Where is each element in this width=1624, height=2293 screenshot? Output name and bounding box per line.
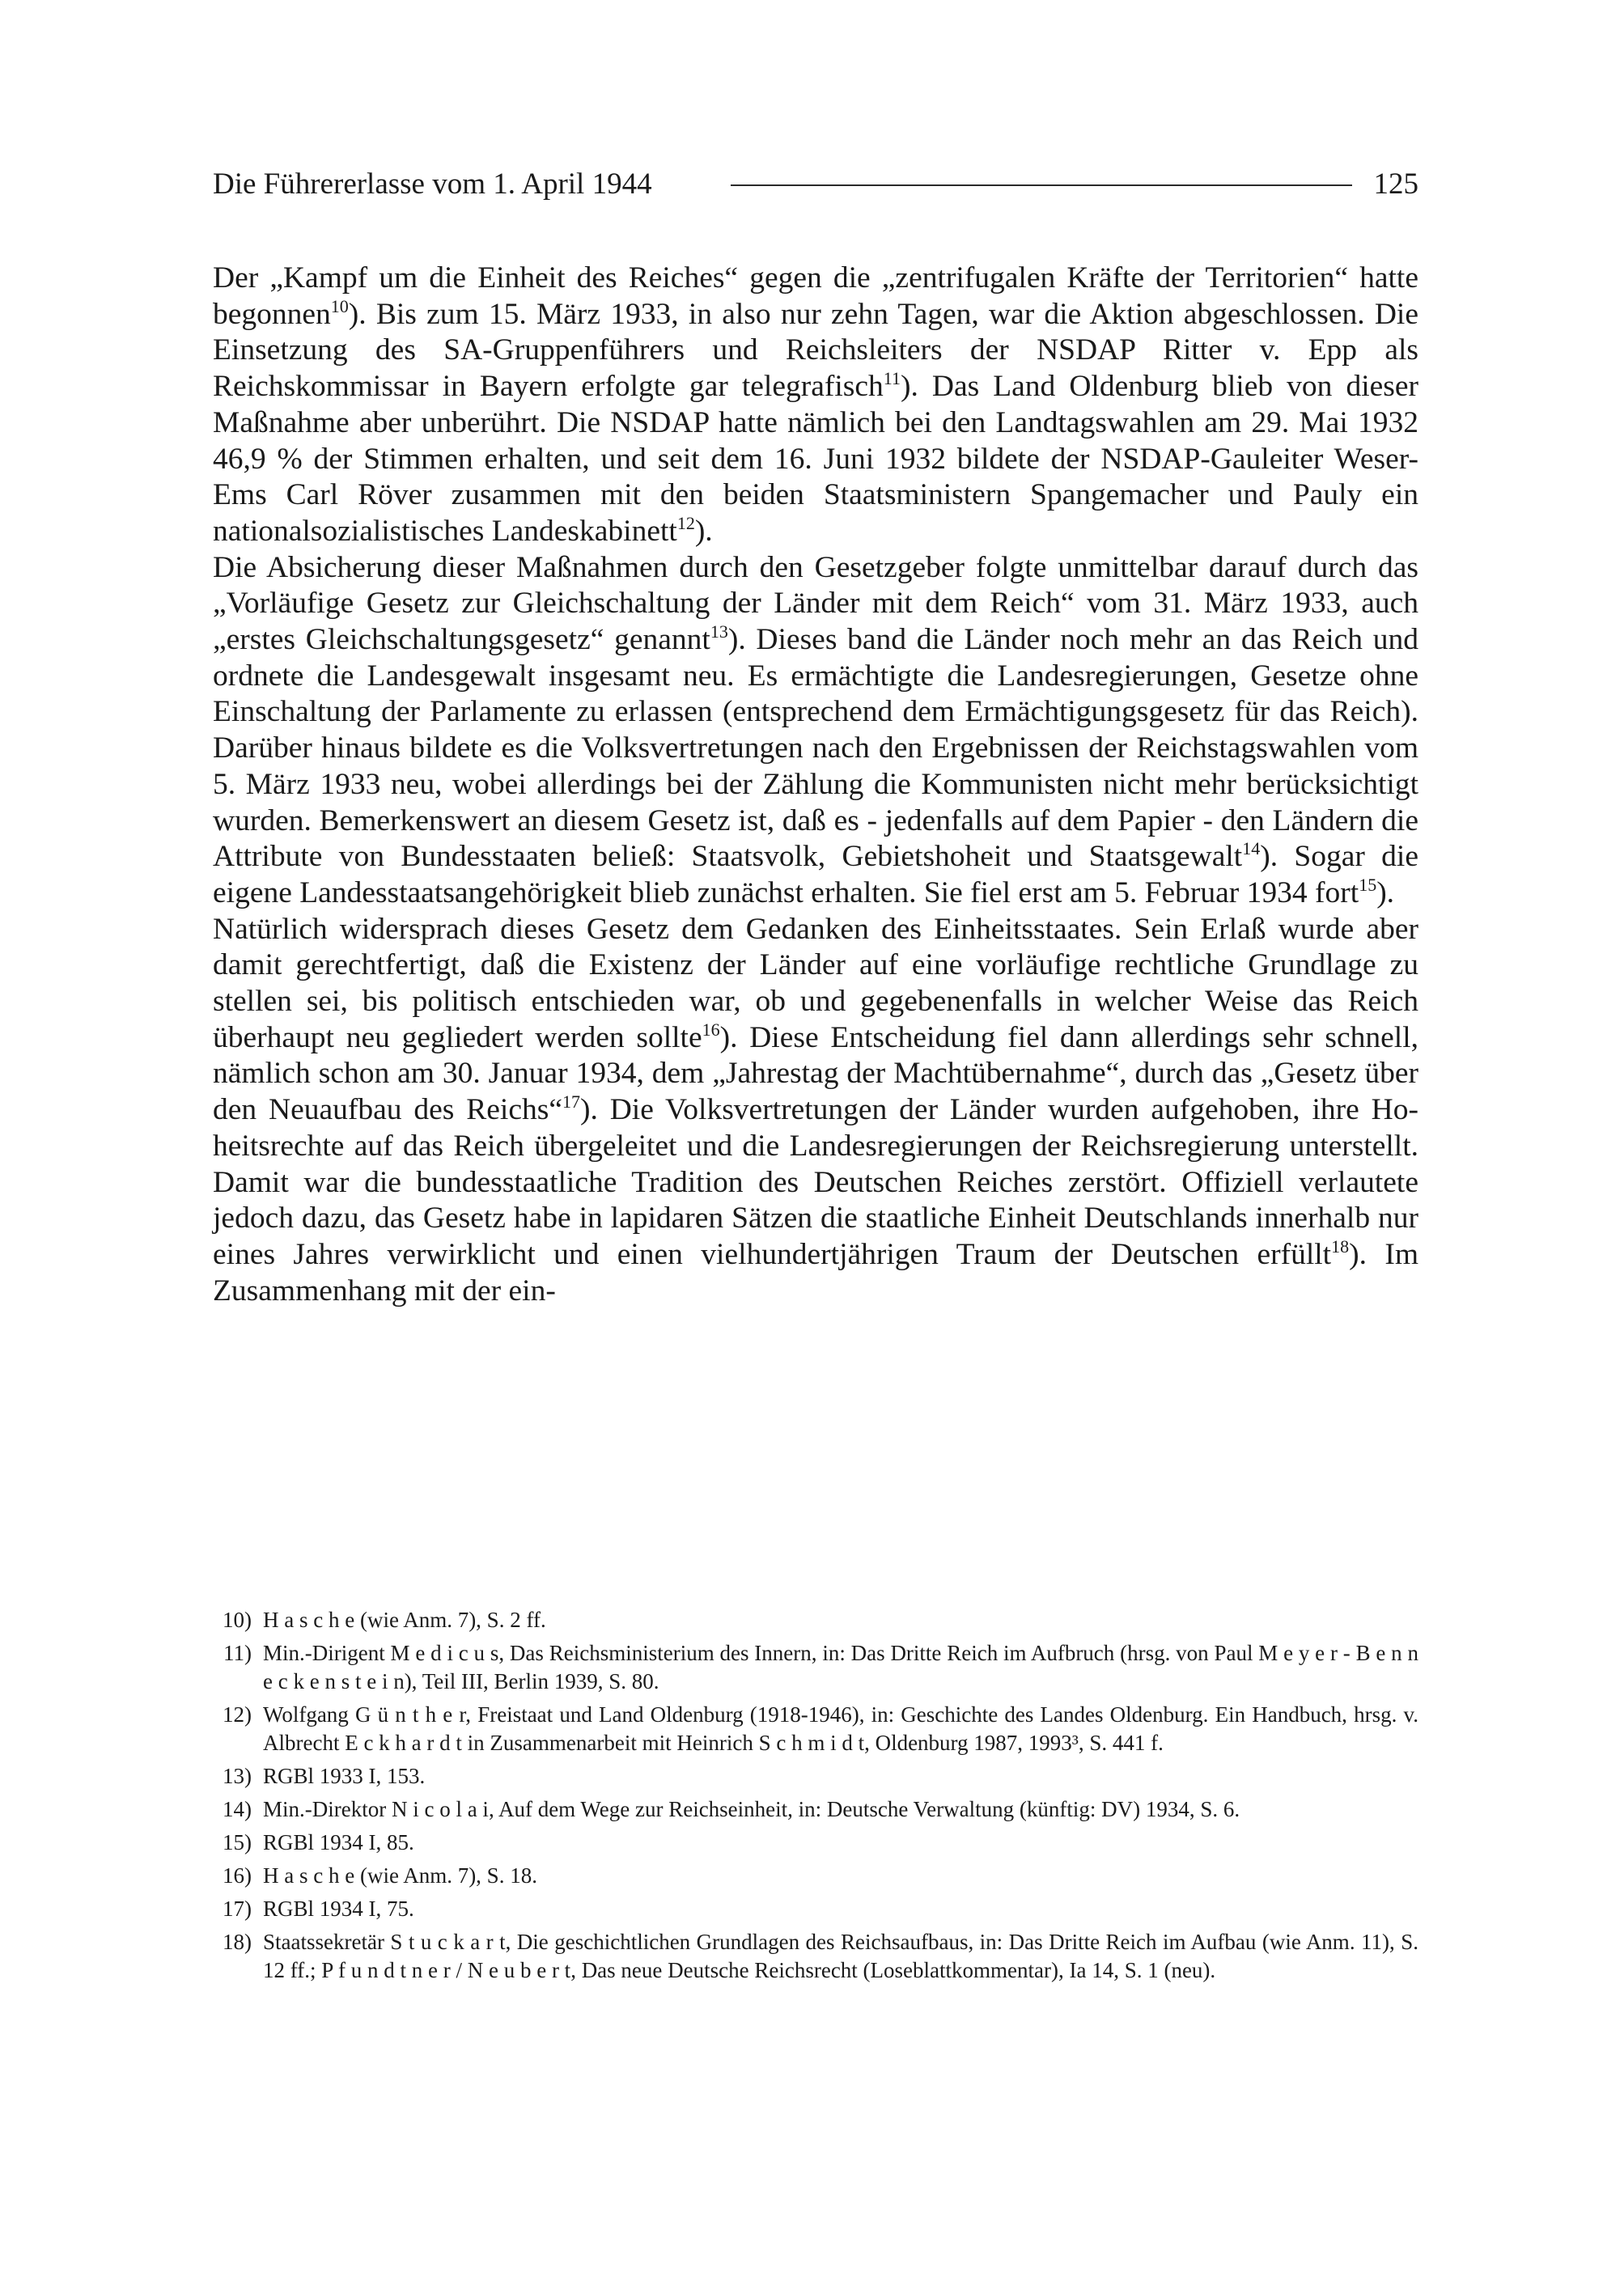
footnote [213, 1639, 1418, 1696]
footnote [213, 1762, 1418, 1791]
footnote-number: 14) [223, 1797, 252, 1821]
text-run: Die Absicherung dieser Maßnahmen durch den Gesetzgeber folgte unmittelbar darauf durch das „Vorläufige Gesetz zur Gleichschaltung der Länder mit dem Reich“ vom 31. März 1933, auch „erstes Gleichschaltungsgesetz“ genannt [213, 550, 1418, 657]
text-run: Der „Kampf um die Einheit des Reiches“ gegen die „zentrifugalen Kräfte der Territorien“ hatte begonnen [213, 261, 1418, 331]
footnote-reference: 16 [702, 1019, 720, 1040]
footnote-text: Min.-Direktor N i c o l a i, Auf dem Wege zur Reichseinheit, in: Deutsche Verwaltung (künftig: DV) 1934, S. 6. [263, 1797, 1240, 1821]
header-rule [731, 184, 1352, 186]
text-run: ). [1376, 875, 1395, 909]
footnote-number: 10) [223, 1608, 252, 1632]
footnote-reference: 11 [883, 368, 901, 389]
footnote-text: RGBl 1933 I, 153. [263, 1764, 426, 1788]
footnote-text: H a s c h e (wie Anm. 7), S. 18. [263, 1863, 537, 1888]
footnote-number: 16) [223, 1863, 252, 1888]
footnote-text: Staatssekretär S t u c k a r t, Die geschichtlichen Grundlagen des Reichsaufbaus, in: Das Dritte Reich im Aufbau (wie Anm. 11), S. 12 ff.; P f u n d t n e r / N e u b e r t, Das neue Deutsche Reichsrecht (Loseblattkommentar), Ia 14, S. 1 (neu). [263, 1930, 1418, 1982]
footnote-number: 15) [223, 1830, 252, 1854]
text-run: ). [694, 514, 713, 548]
footnotes [213, 1606, 1418, 1990]
text-run: ). Die Volksvertretungen der Länder wurden aufgehoben, ihre Hoheitsrechte auf das Reich übergeleitet und die Landesregierungen der Reichsregierung unterstellt. Damit war die bundesstaatliche Tradition des Deutschen Reiches zerstört. Offiziell verlautete jedoch dazu, das Gesetz habe in lapidaren Sätzen die staatliche Einheit Deutschlands innerhalb nur eines Jahres verwirklicht und einen vielhundertjährigen Traum der Deutschen erfüllt [213, 1093, 1418, 1271]
text-run: ). Dieses band die Länder noch mehr an das Reich und ordnete die Landesgewalt insgesamt neu. Es ermächtigte die Landesregierungen, Gesetze ohne Einschaltung der Parlamente zu erlassen (entsprechend dem Ermächtigungsgesetz für das Reich). Darüber hinaus bildete es die Volksvertretungen nach den Ergebnissen der Reichstagswahlen vom 5. März 1933 neu, wobei allerdings bei der Zählung die Kommunisten nicht mehr berücksichtigt wurden. Bemerkenswert an diesem Gesetz ist, daß es - jedenfalls auf dem Papier - den Ländern die Attribute von Bundesstaaten beließ: Staatsvolk, Gebietshoheit und Staatsgewalt [213, 623, 1418, 874]
footnote-reference: 13 [710, 621, 728, 642]
text-run: ). Im Zusammenhang mit der ein- [213, 1237, 1418, 1308]
footnote [213, 1862, 1418, 1890]
footnote [213, 1895, 1418, 1923]
paragraph [213, 550, 1418, 912]
footnote-number: 17) [223, 1897, 252, 1921]
text-run: ). Bis zum 15. März 1933, in also nur zehn Tagen, war die Aktion abgeschlossen. Die Einsetzung des SA-Gruppenführers und Reichsleiters der NSDAP Ritter v. Epp als Reichskommissar in Bayern erfolgte gar telegrafisch [213, 297, 1418, 404]
footnote-reference: 12 [676, 512, 695, 533]
page-number: 125 [1373, 167, 1418, 201]
footnote-number: 13) [223, 1764, 252, 1788]
paragraph [213, 912, 1418, 1310]
footnote [213, 1795, 1418, 1824]
running-header [213, 164, 1418, 205]
footnote-text: RGBl 1934 I, 85. [263, 1830, 414, 1854]
footnote-reference: 17 [562, 1091, 580, 1113]
footnote-text: Min.-Dirigent M e d i c u s, Das Reichsministerium des Innern, in: Das Dritte Reich im Aufbruch (hrsg. von Paul M e y e r - B e n n e c k e n s t e i n), Teil III, Berlin 1939, S. 80. [263, 1641, 1418, 1693]
footnote-reference: 15 [1359, 874, 1377, 895]
footnote-text: RGBl 1934 I, 75. [263, 1897, 414, 1921]
footnote-text: Wolfgang G ü n t h e r, Freistaat und Land Oldenburg (1918-1946), in: Geschichte des Landes Oldenburg. Ein Handbuch, hrsg. v. Albrecht E c k h a r d t in Zusammenarbeit mit Heinrich S c h m i d t, Oldenburg 1987, 1993³, S. 441 f. [263, 1702, 1418, 1755]
footnote-number: 12) [223, 1702, 252, 1727]
text-run: ). Das Land Oldenburg blieb von dieser Maßnahme aber unberührt. Die NSDAP hatte nämlich bei den Landtagswahlen am 29. Mai 1932 46,9 % der Stimmen erhalten, und seit dem 16. Juni 1932 bildete der NSDAP-Gauleiter Weser-Ems Carl Röver zusammen mit den beiden Staatsministern Spangemacher und Pauly ein nationalsozialistisches Landeskabinett [213, 370, 1418, 548]
footnote [213, 1928, 1418, 1985]
footnote-number: 18) [223, 1930, 252, 1954]
footnote [213, 1606, 1418, 1634]
footnote [213, 1701, 1418, 1757]
footnote [213, 1829, 1418, 1857]
paragraph [213, 261, 1418, 550]
text-run: Natürlich widersprach dieses Gesetz dem Gedanken des Einheitsstaates. Sein Erlaß wurde aber damit gerechtfertigt, daß die Existenz der Länder auf eine vorläufige rechtliche Grundlage zu stellen sei, bis politisch entschieden war, ob und gegebenenfalls in welcher Weise das Reich überhaupt neu gegliedert werden sollte [213, 912, 1418, 1054]
footnote-text: H a s c h e (wie Anm. 7), S. 2 ff. [263, 1608, 546, 1632]
main-text [213, 261, 1418, 1309]
footnote-reference: 14 [1242, 838, 1261, 859]
footnote-reference: 18 [1331, 1236, 1350, 1257]
footnote-reference: 10 [330, 295, 349, 316]
text-run: ). Diese Entscheidung fiel dann allerdings sehr schnell, nämlich schon am 30. Januar 1934, dem „Jahrestag der Machtübernahme“, durch das „Gesetz über den Neuaufbau des Reichs“ [213, 1020, 1419, 1127]
text-run: ). Sogar die eigene Landesstaatsangehörigkeit blieb zunächst erhalten. Sie fiel erst am 5. Februar 1934 fort [213, 840, 1418, 909]
running-title: Die Führererlasse vom 1. April 1944 [213, 167, 652, 201]
footnote-number: 11) [223, 1641, 252, 1665]
